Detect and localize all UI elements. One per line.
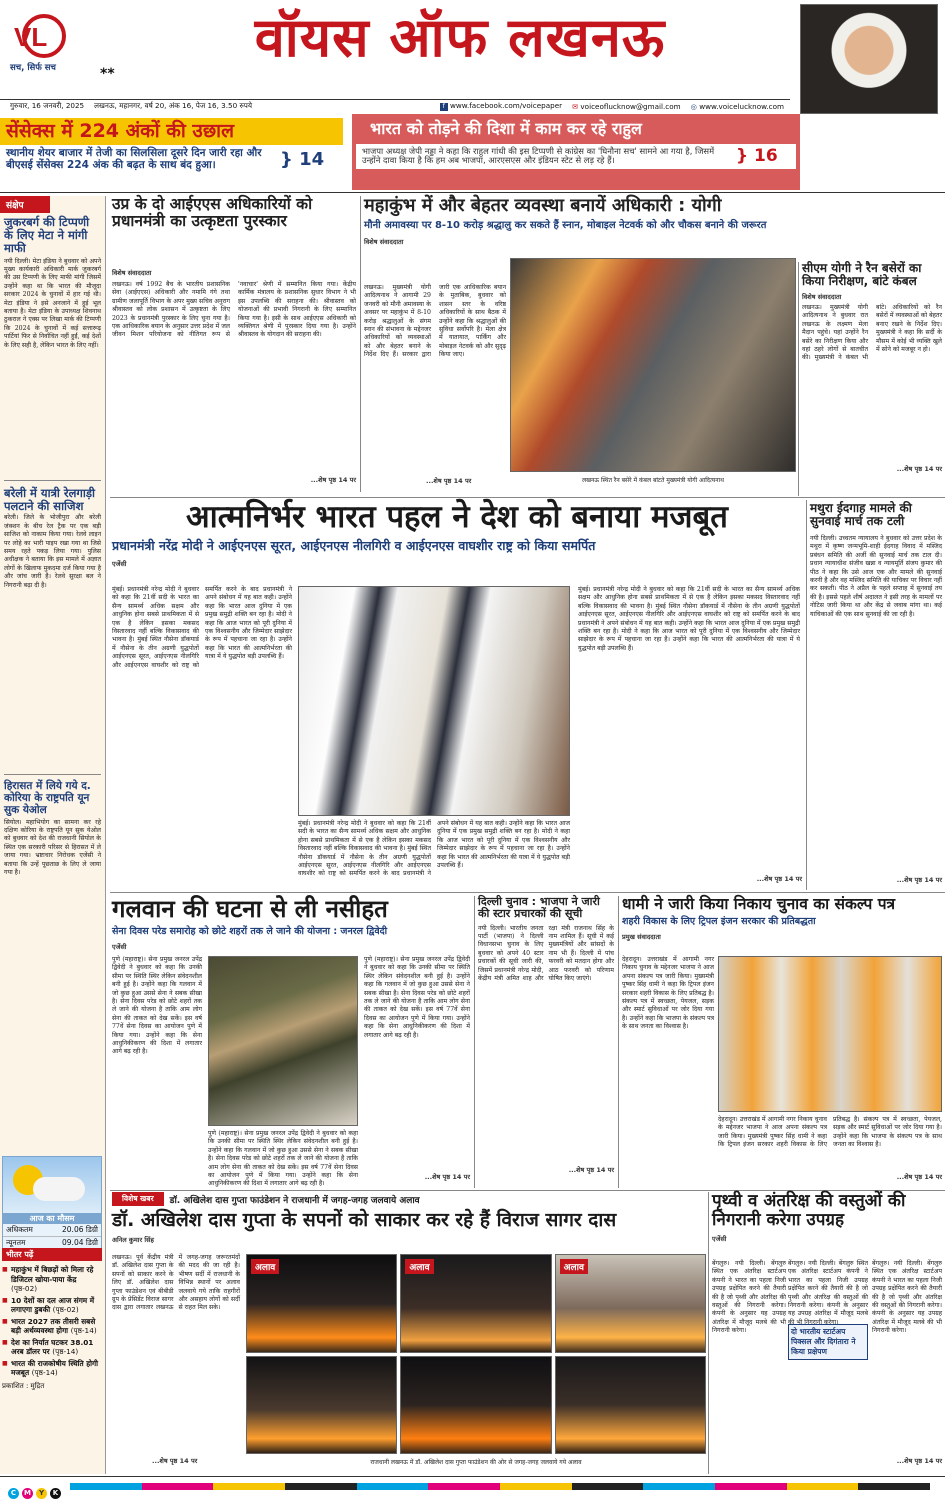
story-kumbh-subhead: मौनी अमावस्या पर 8-10 करोड़ श्रद्धालु कर सकते हैं स्नान, मोबाइल नेटवर्क को और चौकस बनाने की जरूरत	[364, 220, 767, 232]
divider-v6	[708, 1192, 709, 1474]
inside-item[interactable]: ■ महाकुंभ में बिछड़ों को मिला रहे डिजिटल खोया-पाया केंद्र (पृष्ठ-02)	[2, 1265, 102, 1294]
story-galwan-text-bottom: पुणे (महाराष्ट्र)। सेना प्रमुख जनरल उपेंद्र द्विवेदी ने बुधवार को कहा कि उनकी सीमा पर स्थिति स्थिर लेकिन संवेदनशील बनी हुई है। उन्होंने कहा कि गलवान में जो कुछ हुआ उससे सेना ने सबक सीखा है। सेना दिवस परेड को छोटे शहरों तक ले जाने की योजना है ताकि आम लोग सेना की ताकत को देख सकें। इस वर्ष 77वें सेना दिवस का आयोजन पुणे में किया गया। उन्होंने कहा कि सेना आधुनिकीकरण की दिशा में लगातार आगे बढ़ रही है।	[208, 1130, 358, 1188]
weather-min: न्यूनतम 09.04 डिग्री	[3, 1237, 101, 1250]
story-delhi-continued[interactable]: ...शेष पृष्ठ 14 पर	[568, 1165, 614, 1174]
sidebar-story3-headline[interactable]: हिरासत में लिये गये द. कोरिया के राष्ट्रपति यून सुक येओल	[4, 780, 91, 816]
newspaper-title: वॉयस ऑफ लखनऊ	[254, 6, 666, 69]
inside-item[interactable]: ■ भारत की राजकोषीय स्थिति होगी मजबूत (पृष्ठ-14)	[2, 1359, 102, 1378]
story-alav-headline[interactable]: डॉ. अखिलेश दास गुप्ता के सपनों को साकार कर रहे हैं विराज सागर दास	[112, 1209, 617, 1231]
story-satellite	[712, 1192, 942, 1474]
teaser-right-text: भाजपा अध्यक्ष जेपी नड्डा ने कहा कि राहुल गांधी की इस टिप्पणी से कांग्रेस का 'घिनौना सच' सामने आ गया है, जिसमें उन्होंने दावा किया है कि हम अब भाजपा, आरएसएस और इंडियन स्टेट से लड़ रहे हैं।	[362, 145, 715, 166]
black-mark: K	[50, 1488, 61, 1499]
story-alav-byline: अनिल कुमार सिंह	[112, 1236, 154, 1245]
logo[interactable]	[10, 14, 100, 76]
story-satellite-text-left: बेंगलुरु। नयी दिल्ली। बेंगलुरु स्थित एक अंतरिक्ष स्टार्टअप कंपनी ने भारत का पहला निजी उपग्रह प्रक्षेपित करने की तैयारी की है जो पृथ्वी और अंतरिक्ष की वस्तुओं की निगरानी करेगा। कंपनी के अनुसार यह उपग्रह अंतरिक्ष में मौजूद मलबे की भी निगरानी करेगा।	[712, 1260, 786, 1335]
divider-v1	[360, 196, 361, 492]
story-galwan	[112, 896, 470, 1186]
cyan-mark: C	[8, 1488, 19, 1499]
story-galwan-continued[interactable]: ...शेष पृष्ठ 14 पर	[424, 1173, 470, 1181]
alav-photo[interactable]	[555, 1356, 706, 1455]
story-galwan-subhead: सेना दिवस परेड समारोह को छोटे शहरों तक ले जाने की योजना : जनरल द्विवेदी	[112, 925, 388, 937]
alav-banner: अलाव	[560, 1259, 588, 1274]
sidebar-divider-1	[4, 480, 101, 481]
story-shelter	[802, 262, 942, 494]
story-kumbh	[364, 196, 796, 492]
story-mathura-text: नयी दिल्ली। उच्चतम न्यायालय ने बुधवार को उत्तर प्रदेश के मथुरा में कृष्ण जन्मभूमि-शाही ईदगाह विवाद में मस्जिद प्रबंधन समिति की अर्जी की सुनवाई मार्च तक टाल दी। प्रधान न्यायाधीश संजीव खन्ना व न्यायमूर्ति संजय कुमार की पीठ ने कहा कि उसे आज एक और मामले की सुनवाई करनी है और वह मस्जिद समिति की याचिका पर विचार नहीं कर सकती। पीठ ने अप्रैल के पहले सप्ताह में सुनवाई तय की है। इससे पहले शीर्ष अदालत ने इसी तरह के मामलों पर नोटिस जारी किया था और केंद्र से जवाब मांगा था। कई याचिकाओं की एक साथ सुनवाई की जा रही है।	[810, 534, 942, 618]
divider-v3	[806, 500, 807, 890]
story-dhami-continued[interactable]: ...शेष पृष्ठ 14 पर	[896, 1173, 942, 1181]
story-satellite-text-right: बेंगलुरु। नयी दिल्ली। बेंगलुरु स्थित एक अंतरिक्ष स्टार्टअप कंपनी ने भारत का पहला निजी उपग्रह प्रक्षेपित करने की तैयारी की है जो पृथ्वी और अंतरिक्ष की वस्तुओं की निगरानी करेगा। कंपनी के अनुसार यह उपग्रह अंतरिक्ष में मौजूद मलबे की भी निगरानी करेगा।	[872, 1260, 942, 1335]
story-ias	[112, 196, 356, 492]
kumbh-photo-caption: लखनऊ स्थित रैन बसेरे में कंबल बांटते मुख्यमंत्री योगी आदित्यनाथ	[582, 477, 724, 484]
story-dhami-byline: प्रमुख संवाददाता	[622, 932, 661, 941]
story-delhi	[478, 896, 614, 1186]
website-link[interactable]: ◎ www.voicelucknow.com	[690, 101, 784, 111]
alav-photo[interactable]	[246, 1254, 397, 1353]
story-navy-text-right: मुंबई। प्रधानमंत्री नरेन्द्र मोदी ने बुधवार को कहा कि 21वीं सदी के भारत का सैन्य सामर्थ्य अधिक सक्षम और आधुनिक होना सबसे प्राथमिकता में से एक है लेकिन इसका मकसद विस्तारवाद नहीं बल्कि विकासवाद की भावना है। मुंबई स्थित नौसेना डॉकयार्ड में नौसेना के तीन अग्रणी युद्धपोतों आईएनएस सूरत, आईएनएस नीलगिरि और आईएनएस वाघशीर को राष्ट्र को समर्पित करने के बाद प्रधानमंत्री ने अपने संबोधन में यह बात कही। उन्होंने कहा कि भारत आज दुनिया में एक प्रमुख समुद्री शक्ति बन रहा है। मोदी ने कहा कि आज भारत को पूरी दुनिया में एक विश्वसनीय और जिम्मेदार साझेदार के रूप में पहचाना जा रहा है। उन्होंने कहा कि भारत की आत्मनिर्भरता की यात्रा में ये युद्धपोत बड़ी उपलब्धि हैं।	[578, 586, 800, 652]
story-ias-continued[interactable]: ...शेष पृष्ठ 14 पर	[310, 476, 356, 484]
story-kumbh-text: लखनऊ। मुख्यमंत्री योगी आदित्यनाथ ने आगामी 29 जनवरी को मौनी अमावस्या के अवसर पर महाकुंभ में 8-10 करोड़ श्रद्धालुओं के संगम स्नान की संभावना के मद्देनजर अधिकारियों को व्यवस्थाओं को और बेहतर बनाने के निर्देश दिए हैं। सरकार द्वारा जारी एक आधिकारिक बयान के मुताबिक, बुधवार को शासन स्तर के वरिष्ठ अधिकारियों के साथ बैठक में उन्होंने कहा कि श्रद्धालुओं की सुविधा सर्वोपरि है। मेला क्षेत्र में यातायात, पार्किंग और मोबाइल नेटवर्क को और सुदृढ़ किया जाए।	[364, 284, 506, 359]
story-alav-continued[interactable]: ...शेष पृष्ठ 14 पर	[152, 1457, 198, 1465]
teaser-left-page: } 14	[280, 148, 325, 170]
story-satellite-continued[interactable]: ...शेष पृष्ठ 14 पर	[896, 1457, 942, 1465]
inside-label: भीतर पढ़ें	[2, 1248, 102, 1261]
sidebar-label: संक्षेप	[0, 196, 50, 213]
story-alav-tagline: डॉ. अखिलेश दास गुप्ता फाउंडेशन ने राजधानी में जगह-जगह जलवाये अलाव	[169, 1195, 420, 1206]
story-navy-text-mid: मुंबई। प्रधानमंत्री नरेन्द्र मोदी ने बुधवार को कहा कि 21वीं सदी के भारत का सैन्य सामर्थ्य अधिक सक्षम और आधुनिक होना सबसे प्राथमिकता में से एक है लेकिन इसका मकसद विस्तारवाद नहीं बल्कि विकासवाद की भावना है। मुंबई स्थित नौसेना डॉकयार्ड में नौसेना के तीन अग्रणी युद्धपोतों आईएनएस सूरत, आईएनएस नीलगिरि और आईएनएस वाघशीर को राष्ट्र को समर्पित करने के बाद प्रधानमंत्री ने अपने संबोधन में यह बात कही। उन्होंने कहा कि भारत आज दुनिया में एक प्रमुख समुद्री शक्ति बन रहा है। मोदी ने कहा कि आज भारत को पूरी दुनिया में एक विश्वसनीय और जिम्मेदार साझेदार के रूप में पहचाना जा रहा है। उन्होंने कहा कि भारत की आत्मनिर्भरता की यात्रा में ये युद्धपोत बड़ी उपलब्धि हैं।	[298, 820, 570, 878]
story-navy-text-left: मुंबई। प्रधानमंत्री नरेन्द्र मोदी ने बुधवार को कहा कि 21वीं सदी के भारत का सैन्य सामर्थ्य अधिक सक्षम और आधुनिक होना सबसे प्राथमिकता में से एक है लेकिन इसका मकसद विस्तारवाद नहीं बल्कि विकासवाद की भावना है। मुंबई स्थित नौसेना डॉकयार्ड में नौसेना के तीन अग्रणी युद्धपोतों आईएनएस सूरत, आईएनएस नीलगिरि और आईएनएस वाघशीर को राष्ट्र को समर्पित करने के बाद प्रधानमंत्री ने अपने संबोधन में यह बात कही। उन्होंने कहा कि भारत आज दुनिया में एक प्रमुख समुद्री शक्ति बन रहा है। मोदी ने कहा कि आज भारत को पूरी दुनिया में एक विश्वसनीय और जिम्मेदार साझेदार के रूप में पहचाना जा रहा है। उन्होंने कहा कि भारत की आत्मनिर्भरता की यात्रा में ये युद्धपोत बड़ी उपलब्धि हैं।	[112, 586, 292, 669]
story-galwan-headline[interactable]: गलवान की घटना से ली नसीहत	[112, 895, 388, 923]
story-kumbh-headline[interactable]: महाकुंभ में और बेहतर व्यवस्था बनायें अधिकारी : योगी	[364, 195, 722, 216]
story-ias-byline: विशेष संवाददाता	[112, 269, 152, 277]
divider-v4	[474, 896, 475, 1188]
story-satellite-text-mid: बेंगलुरु। नयी दिल्ली। बेंगलुरु स्थित एक अंतरिक्ष स्टार्टअप कंपनी ने भारत का पहला निजी उपग्रह प्रक्षेपित करने की तैयारी की है जो पृथ्वी और अंतरिक्ष की वस्तुओं की निगरानी करेगा। कंपनी के अनुसार यह उपग्रह अंतरिक्ष में मौजूद मलबे की भी निगरानी करेगा।	[788, 1260, 868, 1326]
story-kumbh-continued[interactable]: ...शेष पृष्ठ 14 पर	[426, 477, 472, 485]
teaser-right[interactable]	[352, 114, 800, 190]
story-navy-subhead: प्रधानमंत्री नरेंद्र मोदी ने आईएनएस सूरत, आईएनएस नीलगिरी व आईएनएस वाघशीर राष्ट्र को किया समर्पित	[112, 537, 596, 553]
alav-banner: अलाव	[405, 1259, 433, 1274]
divider-h2	[110, 497, 945, 498]
globe-icon: ◎	[690, 101, 697, 111]
divider-top	[0, 192, 945, 193]
story-satellite-callout: दो भारतीय स्टार्टअप पिक्सल और दिगंतारा ने किया प्रक्षेपण	[788, 1324, 868, 1360]
sidebar-divider-2	[4, 774, 101, 775]
story-alav-kicker: विशेष खबर	[112, 1192, 164, 1206]
story-alav-text: लखनऊ। पूर्व केंद्रीय मंत्री डॉ. अखिलेश दास गुप्ता के सपनों को साकार करने के लिए डॉ. अखिलेश दास गुप्ता फाउंडेशन एवं बीबीडी ग्रुप के प्रेसिडेंट विराज सागर दास द्वारा लगातार लखनऊ में जगह-जगह जरूरतमंदों की मदद की जा रही है। भीषण सर्दी में राजधानी के विभिन्न स्थानों पर अलाव जलवाये गये ताकि राहगीरों और असहाय लोगों को सर्दी से राहत मिल सके।	[112, 1254, 240, 1312]
story-navy-headline[interactable]: आत्मनिर्भर भारत पहल ने देश को बनाया मजबूत	[186, 499, 728, 535]
story-mathura-continued[interactable]: ...शेष पृष्ठ 14 पर	[896, 875, 942, 884]
dateline-bar	[0, 99, 790, 112]
kumbh-photo[interactable]	[510, 258, 796, 472]
inside-item[interactable]: ■ देश का निर्यात घटकर 38.01 अरब डॉलर पर (पृष्ठ-14)	[2, 1338, 102, 1357]
leader-portrait	[800, 4, 938, 114]
story-mathura-headline[interactable]: मथुरा ईदगाह मामले की सुनवाई मार्च तक टली	[810, 501, 912, 529]
alav-photo[interactable]	[400, 1254, 551, 1353]
story-dhami	[622, 896, 942, 1186]
story-delhi-headline[interactable]: दिल्ली चुनाव : भाजपा ने जारी की स्टार प्रचारकों की सूची	[478, 895, 600, 921]
story-shelter-headline[interactable]: सीएम योगी ने रैन बसेरों का किया निरीक्षण, बांटे कंबल	[802, 261, 922, 289]
story-ias-text: लखनऊ। वर्ष 1992 बैच के भारतीय प्रशासनिक सेवा (आईएएस) अधिकारी और नमामि गंगे तथा ग्रामीण जलापूर्ति विभाग के अपर मुख्य सचिव अनुराग श्रीवास्तव को लोक प्रशासन में उत्कृष्टता के लिए 2023 के प्रधानमंत्री पुरस्कार के लिए चुना गया है। एक आधिकारिक बयान के अनुसार उत्तर प्रदेश में जल जीवन मिशन परियोजना को नीतिगत रूप से 'नवाचार' श्रेणी में सम्मानित किया गया। केंद्रीय कार्मिक मंत्रालय के प्रशासनिक सुधार विभाग ने भी इस उपलब्धि की सराहना की। श्रीवास्तव को योजनाओं की प्रभावी निगरानी के लिए सम्मानित किया गया है। इसी के साथ आईएएस अधिकारी को व्यक्तिगत श्रेणी में पुरस्कार दिया गया है। उन्होंने श्रीवास्तव के योगदान की सराहना की।	[112, 281, 356, 339]
sidebar-story2-headline[interactable]: बरेली में यात्री रेलगाड़ी पलटाने की साजिश	[4, 485, 95, 513]
sidebar-story3-text: सियोल। महाभियोग का सामना कर रहे दक्षिण कोरिया के राष्ट्रपति यून सुक येओल को बुधवार को देश की राजधानी सियोल के स्थित एक सरकारी परिसर से हिरासत में ले जाया गया। भ्रष्टाचार निरोधक एजेंसी ने बताया कि उन्हें पूछताछ के लिए ले जाया गया है।	[4, 818, 101, 877]
alav-photo[interactable]	[400, 1356, 551, 1455]
navy-photo[interactable]	[298, 586, 570, 816]
email-link[interactable]: ✉ voiceoflucknow@gmail.com	[572, 101, 681, 111]
story-navy	[112, 500, 802, 888]
weather-icon	[3, 1157, 101, 1213]
alav-banner: अलाव	[251, 1259, 279, 1274]
divider-v2	[798, 262, 799, 496]
inside-list	[2, 1261, 102, 1378]
dhami-photo[interactable]	[718, 956, 942, 1112]
sidebar-story1-text: नयी दिल्ली। मेटा इंडिया ने बुधवार को अपने मुख्य कार्यकारी अधिकारी मार्क जुकरबर्ग की उस टिप्पणी के लिए माफी मांगी जिसमें उन्होंने कहा था कि भारत की मौजूदा सरकार 2024 के चुनावों में हार गई थी। मेटा इंडिया ने इसे अनजाने में हुई भूल बताया है। मेटा इंडिया के उपाध्यक्ष शिवनाथ ठुकराल ने एक्स पर लिखा मार्क की टिप्पणी कि 2024 के चुनावों में कई सत्तारूढ़ पार्टियां फिर से निर्वाचित नहीं हुईं, कई देशों के लिए सही है, लेकिन भारत के लिए नहीं।	[4, 257, 101, 349]
registration-footer	[0, 1476, 945, 1495]
facebook-icon: f	[440, 103, 448, 111]
divider-v5	[618, 896, 619, 1188]
sidebar-story2-text: बरेली। जिले के भोजीपुरा और बरेली जंक्शन के बीच रेल ट्रैक पर एक बड़ी साजिश को नाकाम किया गया। रेलवे लाइन पर लोहे का भारी पाइप रखा गया था जिसे समय रहते पकड़ लिया गया। पुलिस अधीक्षक ने बताया कि इस मामले में अज्ञात लोगों के खिलाफ मुकदमा दर्ज किया गया है और जांच जारी है। रेलवे सुरक्षा बल ने निगरानी बढ़ा दी है।	[4, 514, 101, 589]
alav-photo-caption: राजधानी लखनऊ में डॉ. अखिलेश दास गुप्ता फाउंडेशन की ओर से जगह-जगह जलवाये गये अलाव	[370, 1459, 582, 1466]
sidebar	[0, 196, 106, 1474]
story-delhi-text: नयी दिल्ली। भारतीय जनता पार्टी (भाजपा) ने दिल्ली विधानसभा चुनाव के लिए बुधवार को अपने 40 स्टार प्रचारकों की सूची जारी की, जिसमें प्रधानमंत्री नरेन्द्र मोदी, केंद्रीय मंत्री अमित शाह और रक्षा मंत्री राजनाथ सिंह के नाम शामिल हैं। सूची में कई मुख्यमंत्रियों और सांसदों के नाम भी हैं। दिल्ली में पांच फरवरी को मतदान होगा और आठ फरवरी को परिणाम घोषित किए जाएंगे।	[478, 924, 614, 983]
story-kumbh-byline: विशेष संवाददाता	[364, 238, 404, 247]
alav-photo[interactable]	[555, 1254, 706, 1353]
story-galwan-text-right: पुणे (महाराष्ट्र)। सेना प्रमुख जनरल उपेंद्र द्विवेदी ने बुधवार को कहा कि उनकी सीमा पर स्थिति स्थिर लेकिन संवेदनशील बनी हुई है। उन्होंने कहा कि गलवान में जो कुछ हुआ उससे सेना ने सबक सीखा है। सेना दिवस परेड को छोटे शहरों तक ले जाने की योजना है ताकि आम लोग सेना की ताकत को देख सकें। इस वर्ष 77वें सेना दिवस का आयोजन पुणे में किया गया। उन्होंने कहा कि सेना आधुनिकीकरण की दिशा में लगातार आगे बढ़ रही है।	[364, 956, 470, 1039]
story-dhami-subhead: शहरी विकास के लिए ट्रिपल इंजन सरकार की प्रतिबद्धता	[622, 916, 816, 928]
cmyk-marks	[8, 1480, 64, 1499]
story-shelter-text: लखनऊ। मुख्यमंत्री योगी आदित्यनाथ ने बुधवार रात लखनऊ के लक्ष्मण मेला मैदान पहुंचे। यहां उन्होंने रैन बसेरे का निरीक्षण किया और वहां ठहरे लोगों से बातचीत की। मुख्यमंत्री ने कंबल भी बांटे। अधिकारियों को रैन बसेरों में व्यवस्थाओं को बेहतर बनाए रखने के निर्देश दिए। मुख्यमंत्री ने कहा कि सर्दी के मौसम में कोई भी व्यक्ति खुले में सोने को मजबूर न हो।	[802, 303, 942, 362]
story-dhami-text-left: देहरादून। उत्तराखंड में आगामी नगर निकाय चुनाव के मद्देनजर भाजपा ने आज अपना संकल्प पत्र जारी किया। मुख्यमंत्री पुष्कर सिंह धामी ने कहा कि ट्रिपल इंजन सरकार शहरी विकास के लिए प्रतिबद्ध है। संकल्प पत्र में स्वच्छता, पेयजल, सड़क और स्मार्ट सुविधाओं पर जोर दिया गया है। उन्होंने कहा कि भाजपा के संकल्प पत्र के साथ जनता का विश्वास है।	[622, 956, 714, 1031]
alav-photo-grid	[246, 1254, 706, 1454]
story-dhami-text-right: देहरादून। उत्तराखंड में आगामी नगर निकाय चुनाव के मद्देनजर भाजपा ने आज अपना संकल्प पत्र जारी किया। मुख्यमंत्री पुष्कर सिंह धामी ने कहा कि ट्रिपल इंजन सरकार शहरी विकास के लिए प्रतिबद्ध है। संकल्प पत्र में स्वच्छता, पेयजल, सड़क और स्मार्ट सुविधाओं पर जोर दिया गया है। उन्होंने कहा कि भाजपा के संकल्प पत्र के साथ जनता का विश्वास है।	[718, 1116, 942, 1149]
story-alav	[112, 1192, 706, 1474]
logo-caption: सच, सिर्फ सच	[10, 63, 56, 73]
story-navy-byline: एजेंसी	[112, 559, 127, 568]
inside-item[interactable]: ■ 10 देशों का दल आज संगम में लगाएगा डुबकी (पृष्ठ-02)	[2, 1296, 102, 1315]
story-shelter-byline: विशेष संवाददाता	[802, 292, 842, 301]
facebook-link[interactable]: f www.facebook.com/voicepaper	[440, 101, 562, 111]
story-galwan-byline: एजेंसी	[112, 942, 127, 951]
edition-info: लखनऊ, महानगर, वर्ष 20, अंक 16, पेज 16, 3.50 रुपये	[94, 101, 253, 110]
printer-line: प्रकाशित : मुद्रित	[2, 1381, 45, 1390]
galwan-photo[interactable]	[208, 956, 358, 1126]
dateline: गुरुवार, 16 जनवरी, 2025	[10, 101, 85, 110]
masthead	[0, 0, 945, 114]
story-dhami-headline[interactable]: धामी ने जारी किया निकाय चुनाव का संकल्प पत्र	[622, 895, 896, 913]
sidebar-story1-headline[interactable]: जुकरबर्ग की टिप्पणी के लिए मेटा ने मांगी माफी	[4, 215, 90, 255]
inside-box	[2, 1248, 102, 1391]
alav-photo[interactable]	[246, 1356, 397, 1455]
story-shelter-continued[interactable]: ...शेष पृष्ठ 14 पर	[896, 464, 942, 473]
magenta-mark: M	[22, 1488, 33, 1499]
teaser-left-headline: सेंसेक्स में 224 अंकों की उछाल	[0, 118, 343, 145]
story-satellite-byline: एजेंसी	[712, 1235, 727, 1244]
story-mathura	[810, 502, 942, 888]
weather-max: अधिकतम 20.06 डिग्री	[3, 1224, 101, 1237]
story-galwan-text-left: पुणे (महाराष्ट्र)। सेना प्रमुख जनरल उपेंद्र द्विवेदी ने बुधवार को कहा कि उनकी सीमा पर स्थिति स्थिर लेकिन संवेदनशील बनी हुई है। उन्होंने कहा कि गलवान में जो कुछ हुआ उससे सेना ने सबक सीखा है। सेना दिवस परेड को छोटे शहरों तक ले जाने की योजना है ताकि आम लोग सेना की ताकत को देख सकें। इस वर्ष 77वें सेना दिवस का आयोजन पुणे में किया गया। उन्होंने कहा कि सेना आधुनिकीकरण की दिशा में लगातार आगे बढ़ रही है।	[112, 956, 202, 1056]
logo-mark: VL	[14, 22, 48, 52]
teaser-left[interactable]	[0, 118, 343, 188]
teaser-right-headline: भारत को तोड़ने की दिशा में काम कर रहे राहुल	[370, 119, 642, 138]
divider-h3	[110, 892, 945, 893]
weather-label: आज का मौसम	[3, 1213, 101, 1224]
color-bar	[70, 1483, 930, 1490]
story-navy-continued[interactable]: ...शेष पृष्ठ 14 पर	[756, 875, 802, 883]
masthead-stars: **	[100, 66, 115, 82]
weather-box	[2, 1156, 102, 1251]
email-icon: ✉	[572, 101, 579, 111]
inside-item[interactable]: ■ भारत 2027 तक तीसरी सबसे बड़ी अर्थव्यवस्था होगा (पृष्ठ-14)	[2, 1317, 102, 1336]
story-satellite-headline[interactable]: पृथ्वी व अंतरिक्ष की वस्तुओं की निगरानी करेगा उपग्रह	[712, 1191, 906, 1231]
story-ias-headline[interactable]: उप्र के दो आईएएस अधिकारियों को प्रधानमंत्री का उत्कृष्टता पुरस्कार	[112, 195, 313, 231]
yellow-mark: Y	[36, 1488, 47, 1499]
teaser-left-text: स्थानीय शेयर बाजार में तेजी का सिलसिला दूसरे दिन जारी रहा और बीएसई सेंसेक्स 224 अंक की बढ़त के साथ बंद हुआ।	[6, 147, 262, 172]
teaser-right-page: } 16	[736, 145, 778, 166]
